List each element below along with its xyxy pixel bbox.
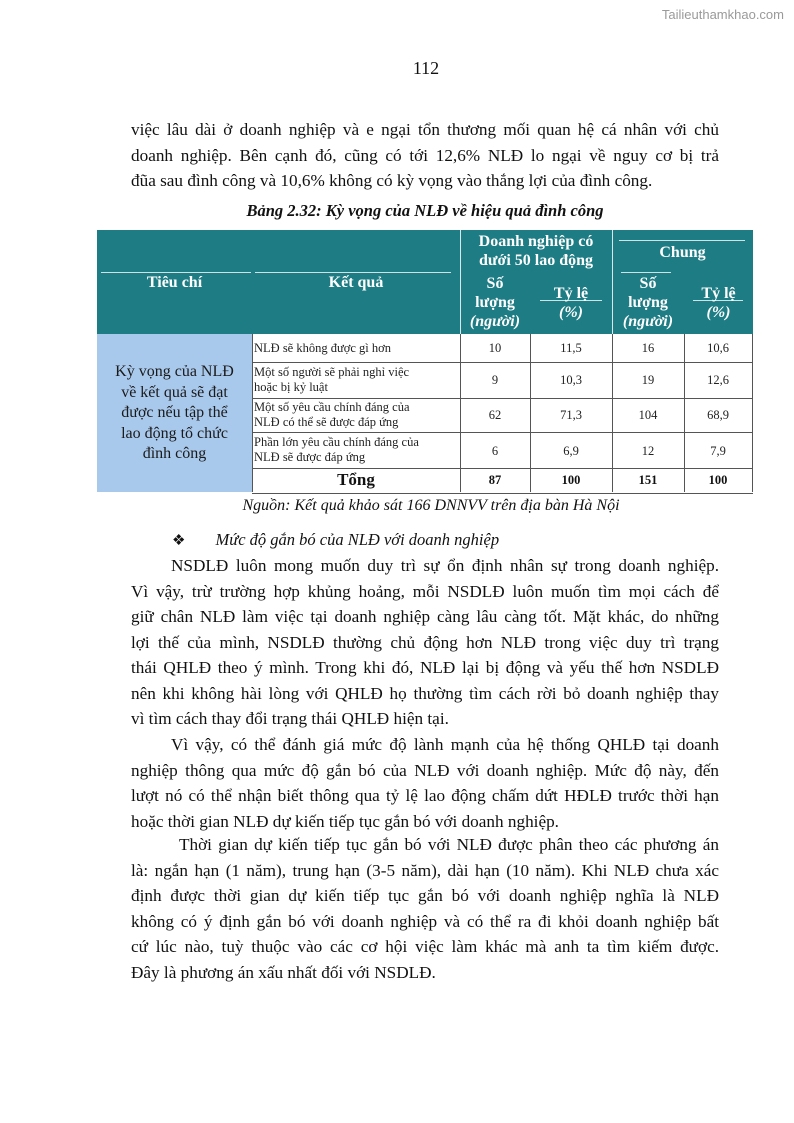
header-count-line: Số xyxy=(486,275,504,292)
paragraph-line: vì tìm cách thay đổi trạng thái QHLĐ hiện tại. xyxy=(131,709,449,728)
paragraph-line: Vì vậy, có thể đánh giá mức độ lành mạnh của hệ thống QHLĐ tại doanh xyxy=(171,735,719,754)
header-divider xyxy=(619,240,745,241)
result-line: NLĐ sẽ được đáp ứng xyxy=(254,450,366,464)
header-group1 xyxy=(460,232,612,270)
result-line: NLĐ sẽ không được gì hơn xyxy=(254,341,391,355)
paragraph-line: Đây là phương án xấu nhất đối với NSDLĐ. xyxy=(131,962,436,982)
paragraph-line: NSDLĐ luôn mong muốn duy trì sự ổn định nhân sự trong doanh nghiệp. xyxy=(171,556,719,575)
result-line: NLĐ có thể sẽ được đáp ứng xyxy=(254,415,399,429)
paragraph-line: định được thời gian dự kiến tiếp tục gắn bó với doanh nghiệp nghĩa là NLĐ xyxy=(131,886,719,905)
table-row xyxy=(252,334,753,362)
header-group1-line: dưới 50 lao động xyxy=(478,252,594,269)
criteria-line: Kỳ vọng của NLĐ xyxy=(115,363,234,380)
paragraph-line: lượt nó có thể nhận biết thông qua tỷ lệ lao động chấm dứt HĐLĐ trước thời hạn xyxy=(131,786,719,805)
header-divider xyxy=(621,272,671,273)
header-g1-rate xyxy=(530,284,612,322)
paragraph-2 xyxy=(131,732,719,834)
header-count-line: lượng xyxy=(475,294,515,311)
all-count: 104 xyxy=(638,408,658,422)
g1-count: 62 xyxy=(488,408,502,422)
paragraph-line: thái QHLĐ theo ý mình. Trong khi đó, NLĐ lại bị động và yếu thế hơn NSDLĐ xyxy=(131,658,719,677)
result-line: Một số người sẽ phải nghỉ việc xyxy=(254,365,410,379)
table-source: Nguồn: Kết quả khảo sát 166 DNNVV trên địa bàn Hà Nội xyxy=(242,497,620,514)
all-rate: 7,9 xyxy=(710,444,726,458)
section-heading-text: Mức độ gắn bó của NLĐ với doanh nghiệp xyxy=(215,530,500,549)
g1-rate: 6,9 xyxy=(563,444,579,458)
result-text xyxy=(254,400,410,430)
section-heading xyxy=(172,530,499,550)
result-line: Phần lớn yêu cầu chính đáng của xyxy=(254,435,419,449)
g1-rate: 71,3 xyxy=(560,408,582,422)
intro-paragraph xyxy=(131,117,719,194)
header-all-count xyxy=(612,274,684,331)
paragraph-line: việc lâu dài ở doanh nghiệp và e ngại tổn thương mối quan hệ cá nhân với chủ xyxy=(131,120,719,139)
header-count-line: (người) xyxy=(469,313,521,330)
total-g1-rate: 100 xyxy=(561,473,581,487)
header-rate-line: Tỷ lệ xyxy=(701,285,736,302)
header-criteria: Tiêu chí xyxy=(146,274,203,291)
result-line: Một số yêu cầu chính đáng của xyxy=(254,400,410,414)
criteria-line: về kết quả sẽ đạt xyxy=(121,383,228,401)
total-all-rate: 100 xyxy=(708,473,728,487)
table-row xyxy=(252,432,753,469)
total-label: Tổng xyxy=(337,470,375,489)
paragraph-line: không có ý định gắn bó với doanh nghiệp và có thể ra đi khỏi doanh nghiệp bất xyxy=(131,911,719,931)
result-text xyxy=(254,435,419,465)
paragraph-line: lợi thế của mình, NSDLĐ thường chủ động hơn NLĐ trong việc duy trì trạng xyxy=(131,632,719,652)
total-all-count: 151 xyxy=(638,473,658,487)
paragraph-line: hoặc thời gian NLĐ dự kiến tiếp tục gắn bó với doanh nghiệp. xyxy=(131,811,559,831)
g1-rate: 11,5 xyxy=(560,341,582,355)
paragraph-line: nên khi không hài lòng với QHLĐ họ thường tìm cách rời bỏ doanh nghiệp thay xyxy=(131,683,719,703)
page-number: 112 xyxy=(412,58,440,78)
result-text xyxy=(254,341,391,356)
paragraph-line: giữ chân NLĐ làm việc tại doanh nghiệp càng lâu càng tốt. Mặt khác, do những xyxy=(131,607,719,626)
table-row xyxy=(252,362,753,399)
header-rate-line: (%) xyxy=(559,304,583,321)
criteria-cell xyxy=(97,334,252,492)
all-count: 19 xyxy=(641,373,655,387)
g1-count: 10 xyxy=(488,341,502,355)
result-text xyxy=(254,365,409,395)
criteria-line: lao động tổ chức xyxy=(121,424,228,442)
header-count-line: lượng xyxy=(628,294,668,311)
header-rate-line: (%) xyxy=(706,304,731,321)
data-table xyxy=(97,230,753,492)
header-count-line: Số xyxy=(639,275,657,292)
all-rate: 10,6 xyxy=(707,341,729,355)
g1-count: 6 xyxy=(491,444,499,458)
total-row xyxy=(252,468,753,494)
header-all-rate xyxy=(684,284,753,322)
paragraph-line: Vì vậy, trừ trường hợp khủng hoảng, mỗi NSDLĐ luôn muốn tìm mọi cách để xyxy=(131,581,719,601)
paragraph-1 xyxy=(131,553,719,732)
paragraph-line: doanh nghiệp. Bên cạnh đó, cũng có tới 12,6% NLĐ lo ngại về nguy cơ bị trả xyxy=(131,145,719,165)
paragraph-line: Thời gian dự kiến tiếp tục gắn bó với NLĐ được phân theo các phương án xyxy=(179,835,719,854)
header-count-line: (người) xyxy=(622,313,674,330)
all-rate: 12,6 xyxy=(707,373,729,387)
watermark: Tailieuthamkhao.com xyxy=(661,7,784,22)
total-g1-count: 87 xyxy=(488,473,502,487)
paragraph-line: nghiệp thông qua mức độ gắn bó của NLĐ với doanh nghiệp. Mức độ này, đến xyxy=(131,760,719,780)
table-row xyxy=(252,398,753,433)
all-rate: 68,9 xyxy=(707,408,729,422)
paragraph-line: là: ngắn hạn (1 năm), trung hạn (3-5 năm), dài hạn (10 năm). Khi NLĐ chưa xác xyxy=(131,860,719,880)
header-group1-line: Doanh nghiệp có xyxy=(478,233,594,250)
header-rate-line: Tỷ lệ xyxy=(553,285,589,302)
criteria-line: đình công xyxy=(142,445,207,462)
diamond-bullet-icon: ❖ xyxy=(172,533,186,549)
paragraph-line: cứ lúc nào, tuỳ thuộc vào các cơ hội việc làm khác mà anh ta tìm kiếm được. xyxy=(131,937,719,956)
paragraph-line: đũa sau đình công và 10,6% không có kỳ vọng vào thắng lợi của đình công. xyxy=(131,171,653,190)
criteria-line: được nếu tập thể xyxy=(121,404,228,421)
g1-count: 9 xyxy=(491,373,499,387)
header-result: Kết quả xyxy=(328,274,384,291)
result-line: hoặc bị kỷ luật xyxy=(254,380,328,394)
all-count: 12 xyxy=(641,444,655,458)
table-caption: Bảng 2.32: Kỳ vọng của NLĐ về hiệu quả đình công xyxy=(246,201,604,220)
header-group2: Chung xyxy=(659,244,706,261)
header-g1-count xyxy=(460,274,530,331)
paragraph-3 xyxy=(131,832,719,985)
all-count: 16 xyxy=(641,341,655,355)
g1-rate: 10,3 xyxy=(560,373,582,387)
